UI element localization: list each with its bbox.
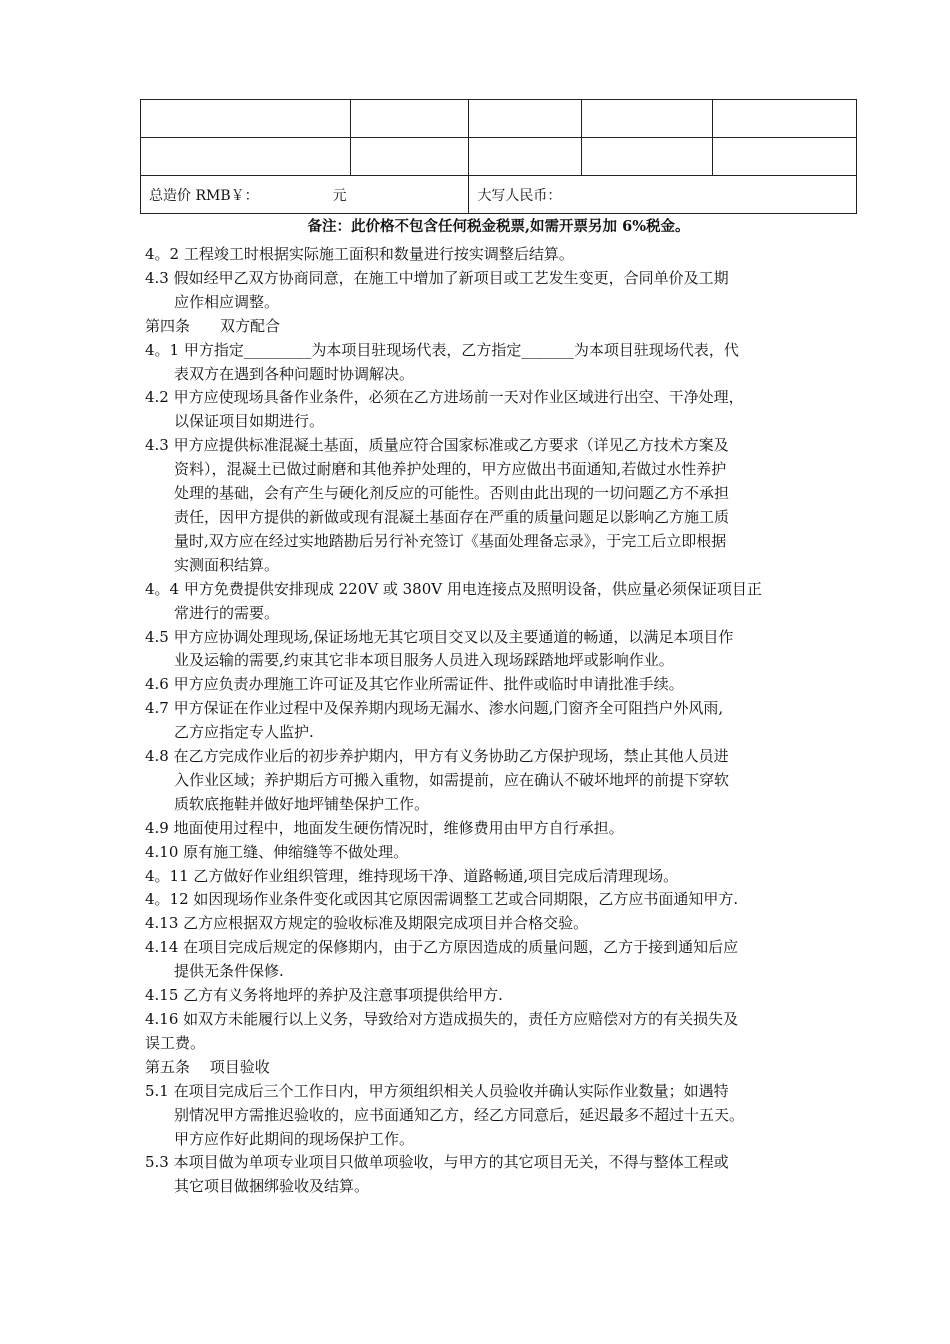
price-table xyxy=(140,99,857,214)
table-cell xyxy=(712,138,856,176)
clause-4-3b-cont: 资料），混凝土已做过耐磨和其他养护处理的，甲方应做出书面通知,若做过水性养护 xyxy=(174,460,727,479)
table-cell xyxy=(581,100,712,138)
clause-4-12: 4。12 如因现场作业条件变化或因其它原因需调整工艺或合同期限，乙方应书面通知甲方. xyxy=(145,890,739,909)
total-row xyxy=(141,176,857,214)
clause-4-3b-cont: 量时,双方应在经过实地踏勘后另行补充签订《基面处理备忘录》，于完工后立即根据 xyxy=(174,531,727,550)
clause-4-14: 4.14 在项目完成后规定的保修期内，由于乙方原因造成的质量问题，乙方于接到通知后应 xyxy=(145,938,739,957)
table-cell xyxy=(469,138,582,176)
article-5-title: 第五条 项目验收 xyxy=(145,1057,270,1076)
table-cell xyxy=(581,138,712,176)
clause-4-1-cont: 表双方在遇到各种问题时协调解决。 xyxy=(174,364,415,383)
clause-4-4: 4。4 甲方免费提供安排现成 220V 或 380V 用电连接点及照明设备，供应量必须保证项目正 xyxy=(145,579,762,598)
clause-5-1: 5.1 在项目完成后三个工作日内，甲方须组织相关人员验收并确认实际作业数量；如遇特 xyxy=(145,1081,729,1100)
clause-4-7-cont: 乙方应指定专人监护. xyxy=(174,723,314,742)
uppercase-amount-label: 大写人民币： xyxy=(477,187,562,204)
table-cell xyxy=(351,100,469,138)
table-cell xyxy=(712,100,856,138)
table-cell xyxy=(351,138,469,176)
clause-5-3: 5.3 本项目做为单项专业项目只做单项验收，与甲方的其它项目无关，不得与整体工程或 xyxy=(145,1153,729,1172)
clause-4-16-cont: 误工费。 xyxy=(145,1033,206,1052)
clause-4-3-cont: 应作相应调整。 xyxy=(174,292,280,311)
article-4-title: 第四条 双方配合 xyxy=(145,316,281,335)
clause-4-2b-cont: 以保证项目如期进行。 xyxy=(174,412,325,431)
clause-4-3b-cont: 处理的基础，会有产生与硬化剂反应的可能性。否则由此出现的一切问题乙方不承担 xyxy=(174,484,730,503)
clause-4-2b: 4.2 甲方应使现场具备作业条件，必须在乙方进场前一天对作业区域进行出空、干净处理， xyxy=(145,388,744,407)
clause-4-1: 4。1 甲方指定_________为本项目驻现场代表，乙方指定_______为本项目驻现场代表，代 xyxy=(145,340,739,359)
contract-body xyxy=(145,243,830,1199)
tax-note: 备注：此价格不包含任何税金税票,如需开票另加 6%税金。 xyxy=(307,218,690,235)
uppercase-amount-cell xyxy=(469,176,857,214)
table-cell xyxy=(141,100,351,138)
table-cell xyxy=(469,100,582,138)
clause-4-5-cont: 业及运输的需要,约束其它非本项目服务人员进入现场踩踏地坪或影响作业。 xyxy=(174,651,674,670)
clause-4-14-cont: 提供无条件保修. xyxy=(174,962,284,981)
clause-5-1-cont: 甲方应作好此期间的现场保护工作。 xyxy=(174,1129,415,1148)
clause-4-5: 4.5 甲方应协调处理现场,保证场地无其它项目交叉以及主要通道的畅通，以满足本项目作 xyxy=(145,627,734,646)
total-price-cell xyxy=(141,176,469,214)
clause-4-3b: 4.3 甲方应提供标准混凝土基面，质量应符合国家标准或乙方要求（详见乙方技术方案及 xyxy=(145,436,729,455)
clause-4-8-cont: 质软底拖鞋并做好地坪铺垫保护工作。 xyxy=(174,794,430,813)
clause-4-11: 4。11 乙方做好作业组织管理，维持现场干净、道路畅通,项目完成后清理现场。 xyxy=(145,866,679,885)
clause-4-7: 4.7 甲方保证在作业过程中及保养期内现场无漏水、渗水问题,门窗齐全可阻挡户外风雨, xyxy=(145,699,724,718)
table-cell xyxy=(141,138,351,176)
clause-4-13: 4.13 乙方应根据双方规定的验收标准及期限完成项目并合格交验。 xyxy=(145,914,589,933)
clause-4-3: 4.3 假如经甲乙双方协商同意，在施工中增加了新项目或工艺发生变更，合同单价及工期 xyxy=(145,268,729,287)
clause-4-9: 4.9 地面使用过程中，地面发生硬伤情况时，维修费用由甲方自行承担。 xyxy=(145,818,624,837)
clause-4-8: 4.8 在乙方完成作业后的初步养护期内，甲方有义务协助乙方保护现场，禁止其他人员进 xyxy=(145,747,729,766)
total-price-unit: 元 xyxy=(332,187,347,204)
clause-5-1-cont: 别情况甲方需推迟验收的，应书面通知乙方，经乙方同意后，延迟最多不超过十五天。 xyxy=(174,1105,745,1124)
clause-4-15: 4.15 乙方有义务将地坪的养护及注意事项提供给甲方. xyxy=(145,986,503,1005)
clause-4-16: 4.16 如双方未能履行以上义务，导致给对方造成损失的，责任方应赔偿对方的有关损失及 xyxy=(145,1010,739,1028)
clause-4-3b-cont: 实测面积结算。 xyxy=(174,555,280,574)
clause-4-10: 4.10 原有施工缝、伸缩缝等不做处理。 xyxy=(145,842,409,861)
table-row xyxy=(141,138,857,176)
clause-4-4-cont: 常进行的需要。 xyxy=(174,603,280,622)
clause-4-3b-cont: 责任，因甲方提供的新做或现有混凝土基面存在严重的质量问题足以影响乙方施工质 xyxy=(174,507,730,526)
total-price-label: 总造价 RMB￥： xyxy=(149,187,259,204)
table-row xyxy=(141,100,857,138)
clause-4-8-cont: 入作业区域；养护期后方可搬入重物，如需提前，应在确认不破坏地坪的前提下穿软 xyxy=(174,770,730,789)
clause-5-3-cont: 其它项目做捆绑验收及结算。 xyxy=(174,1177,370,1196)
clause-4-6: 4.6 甲方应负责办理施工许可证及其它作业所需证件、批件或临时申请批准手续。 xyxy=(145,675,684,694)
clause-4-2: 4。2 工程竣工时根据实际施工面积和数量进行按实调整后结算。 xyxy=(145,245,574,263)
